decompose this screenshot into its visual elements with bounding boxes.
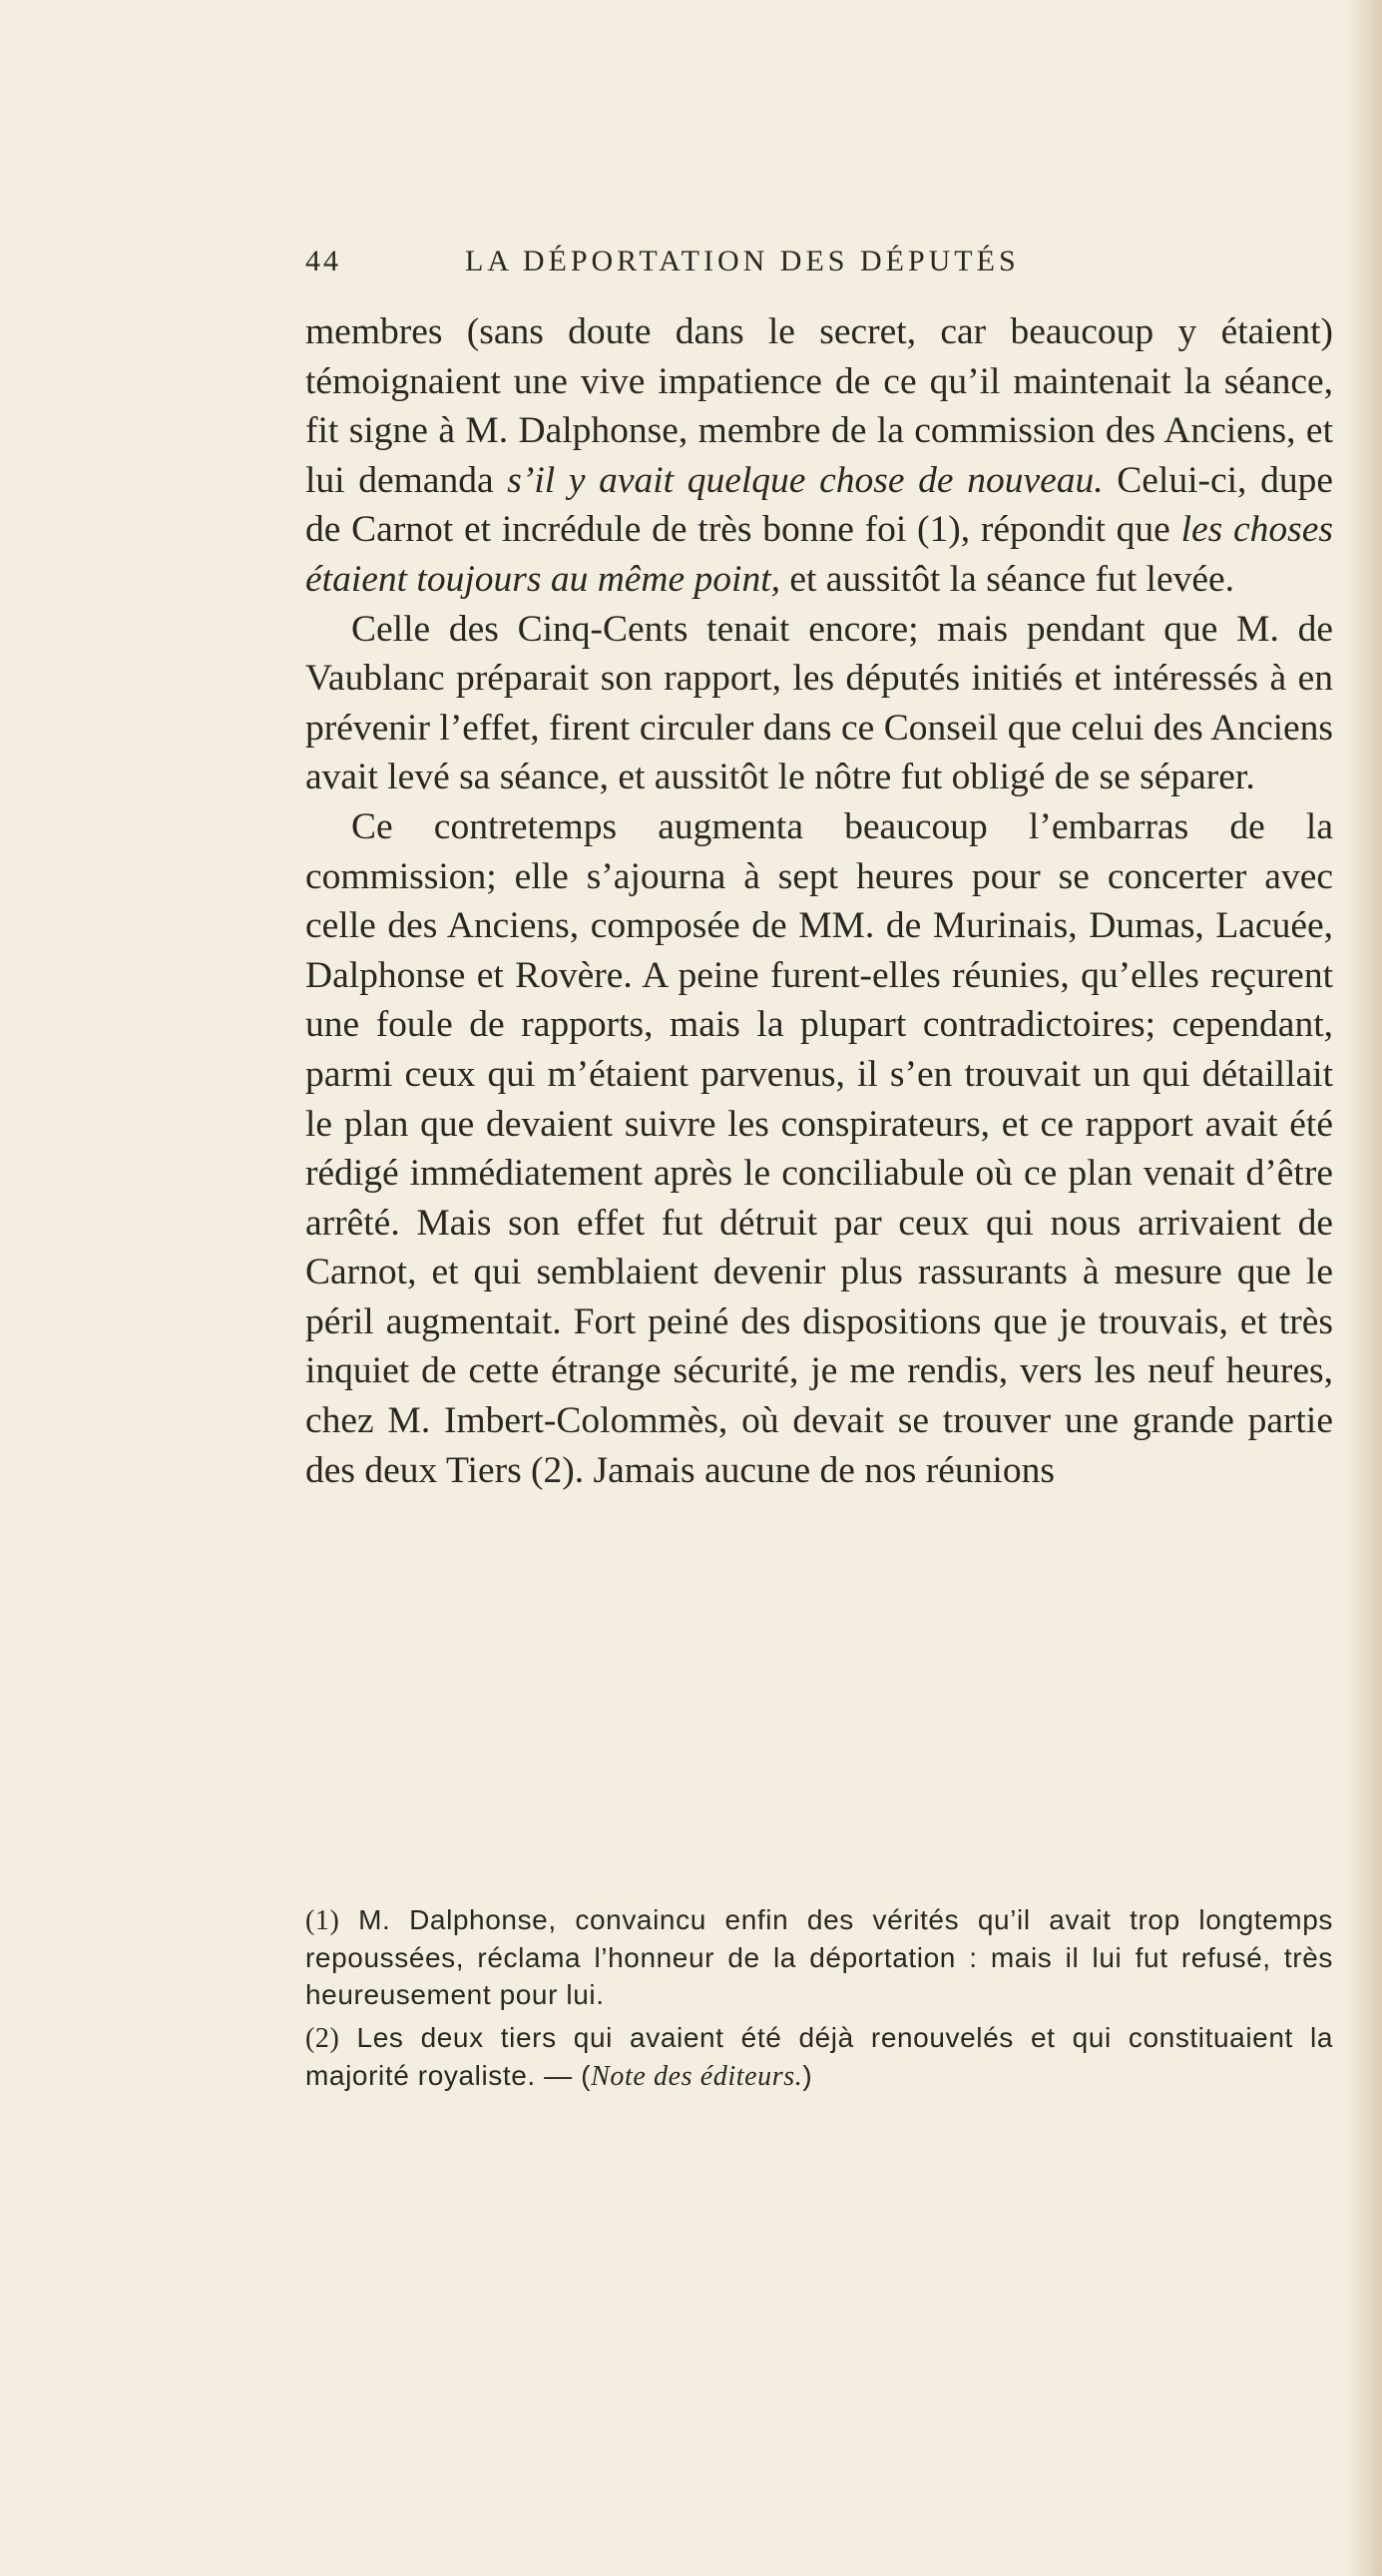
footnote-text: ) [802, 2060, 813, 2091]
paragraph-text: membres (sans doute dans le secret, car beaucoup y étaient) témoignaient une vive impatience de ce qu’il maintenait la séance, fit signe à M. Dalphonse, membre de la commission des Anciens, et lui demanda [305, 311, 1333, 501]
page-edge-shadow [1346, 0, 1382, 2576]
footnote-marker: (2) [305, 2023, 340, 2054]
footnote-marker: (1) [305, 1905, 340, 1936]
paragraph: Ce contretemps augmenta beaucoup l’embarras de la commission; elle s’ajourna à sept heures pour se concerter avec celle des Anciens, composée de MM. de Murinais, Dumas, Lacuée, Dalphonse et Rovère. A peine furent-elles réunies, qu’elles reçurent une foule de rapports, mais la plupart contradictoires; cependant, parmi ceux qui m’étaient parvenus, il s’en trouvait un qui détaillait le plan que devaient suivre les conspirateurs, et ce rapport avait été rédigé immédiatement après le conciliabule où ce plan venait d’être arrêté. Mais son effet fut détruit par ceux qui nous arrivaient de Carnot, et qui semblaient devenir plus rassurants à mesure que le péril augmentait. Fort peiné des dispositions que je trouvais, et très inquiet de cette étrange sécurité, je me rendis, vers les neuf heures, chez M. Imbert-Colommès, où devait se trouver une grande partie des deux Tiers (2). Jamais aucune de nos réunions [305, 805, 1333, 1491]
paragraph [305, 307, 1333, 605]
page-number: 44 [305, 245, 341, 277]
footnote-text: M. Dalphonse, convaincu enfin des vérités qu’il avait trop longtemps repoussées, réclama l’honneur de la déportation : mais il lui fut refusé, très heureusement pour lui. [305, 1904, 1333, 2010]
italic-quote: les choses étaient toujours au même point, [305, 509, 1333, 600]
paragraph-text: Celui-ci, dupe de Carnot et incrédule de très bonne foi (1), répondit que [305, 459, 1333, 551]
italic-quote: s’il y avait quelque chose de nouveau. [507, 459, 1104, 501]
body-text [305, 307, 1333, 1495]
footnote-italic: Note des éditeurs. [591, 2061, 803, 2092]
footnote [305, 1901, 1333, 2013]
running-title: LA DÉPORTATION DES DÉPUTÉS [465, 245, 1020, 277]
footnote-text: Les deux tiers qui avaient été déjà renouvelés et qui constituaient la majorité royaliste. — ( [305, 2022, 1333, 2091]
footnotes [305, 1901, 1333, 2101]
running-head [305, 245, 1333, 284]
footnote [305, 2019, 1333, 2095]
paragraph-text: et aussitôt la séance fut levée. [779, 558, 1235, 600]
paragraph: Celle des Cinq-Cents tenait encore; mais pendant que M. de Vaublanc préparait son rapport, les députés initiés et intéressés à en prévenir l’effet, firent circuler dans ce Conseil que celui des Anciens avait levé sa séance, et aussitôt le nôtre fut obligé de se séparer. [305, 608, 1333, 798]
